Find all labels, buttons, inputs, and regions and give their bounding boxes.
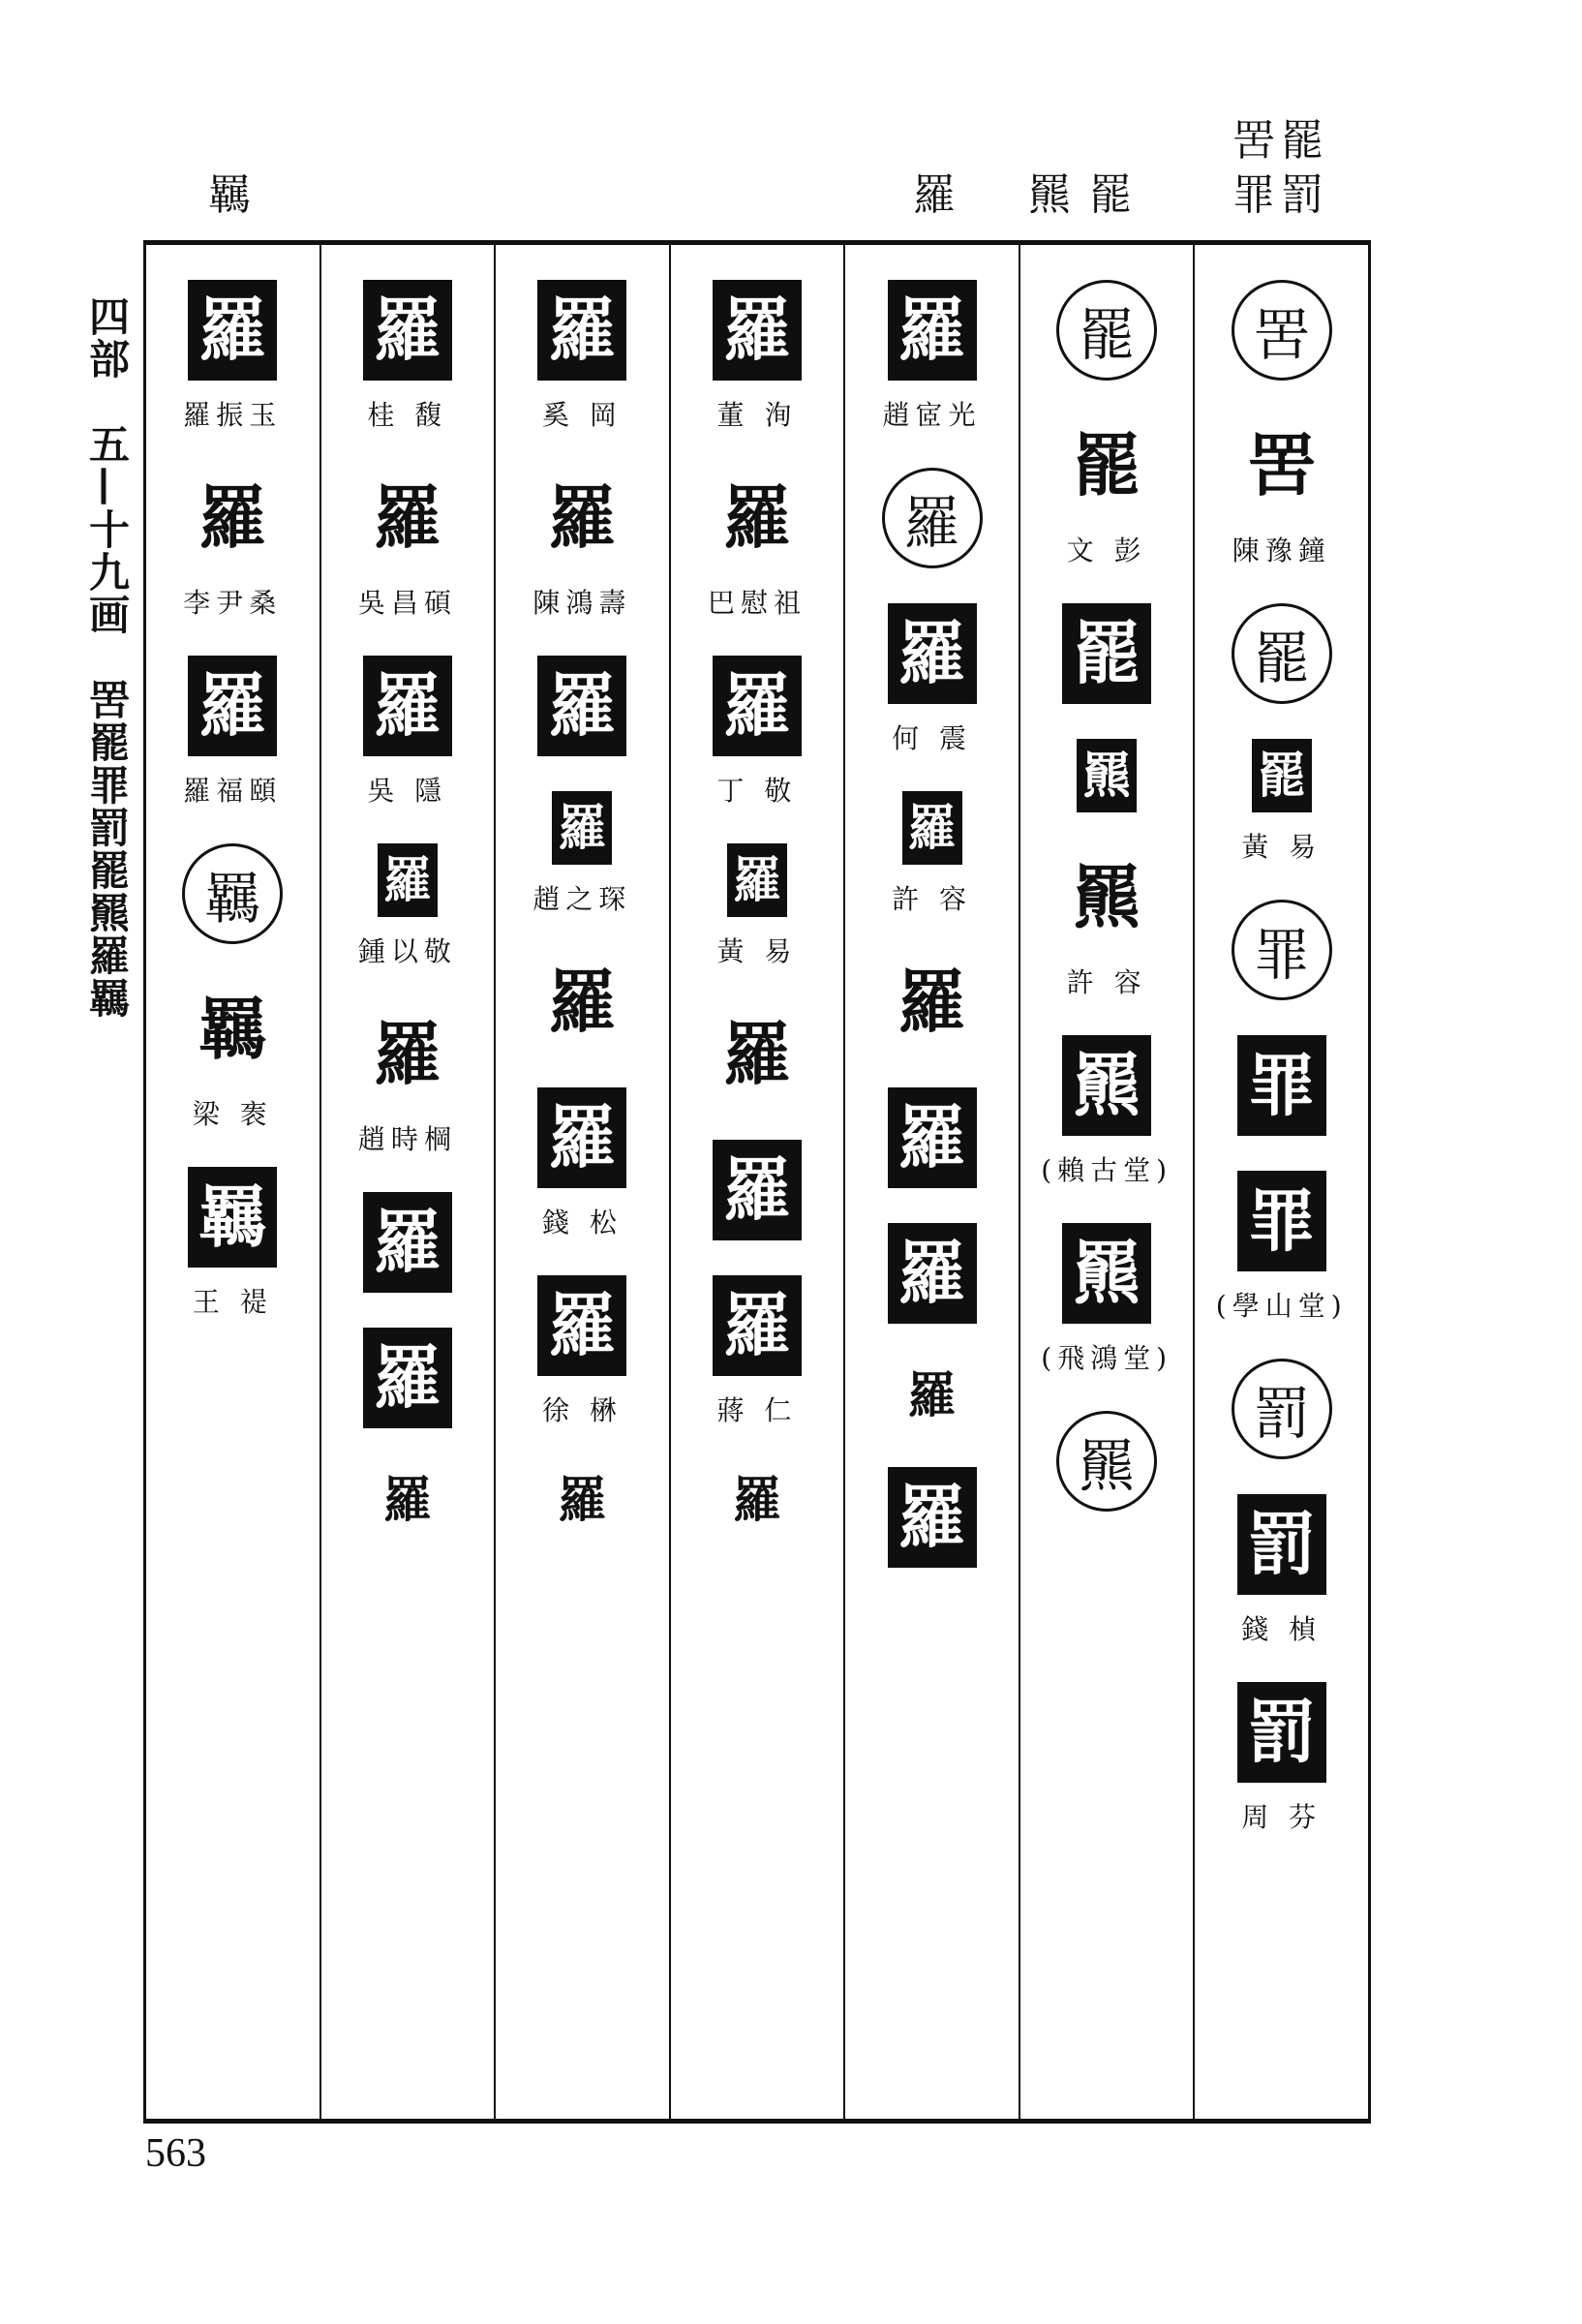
seal-item [717, 843, 798, 969]
circle-char: 罷 [1056, 280, 1157, 381]
seal-item [1237, 1494, 1326, 1647]
circle-char: 罰 [1232, 1359, 1332, 1459]
seal-item [902, 1359, 962, 1432]
seal-impression: 羅 [548, 477, 617, 558]
seal-caption: 周 芬 [1241, 1801, 1323, 1833]
seal-item [713, 1275, 802, 1428]
seal-item [888, 1087, 977, 1188]
seal-item [1241, 739, 1322, 865]
seal-item [713, 1004, 802, 1105]
seal-item [188, 1167, 277, 1320]
seal-caption: 趙之琛 [532, 883, 632, 915]
seal-item [532, 791, 631, 917]
seal-column [319, 245, 495, 2119]
seal-impression: 羅 [373, 1014, 441, 1094]
seal-impression: 羅 [537, 280, 626, 381]
seal-caption: 黃 易 [1241, 831, 1323, 863]
seal-item [1216, 1171, 1348, 1324]
seal-impression: 羅 [537, 1087, 626, 1188]
seal-table [143, 240, 1371, 2124]
side-caption: 四部 五—十九画 罟罷罪罰罷羆羅羈 [83, 295, 131, 1020]
seal-item [888, 952, 977, 1053]
seal-impression: 羅 [363, 1328, 452, 1428]
seal-impression: 羅 [382, 1471, 432, 1528]
seal-impression: 羅 [888, 1087, 977, 1188]
seal-impression: 羅 [713, 656, 802, 756]
seal-impression: 羅 [378, 843, 438, 917]
seal-impression: 羅 [907, 1366, 957, 1423]
seal-item [537, 656, 626, 756]
seal-impression: 羅 [888, 1223, 977, 1324]
seal-impression: 羅 [888, 1467, 977, 1568]
header-char: 罪 [1232, 170, 1275, 220]
seal-item [378, 1463, 438, 1537]
seal-item [888, 603, 977, 756]
seal-item [537, 1087, 626, 1240]
page-number: 563 [145, 2131, 206, 2176]
seal-impression: 羅 [727, 843, 787, 917]
seal-item [1041, 1223, 1172, 1376]
seal-caption: 何 震 [892, 722, 972, 754]
header-chars-5: 羈 [208, 170, 251, 220]
seal-item [358, 1004, 457, 1157]
seal-item [1237, 1682, 1326, 1835]
seal-impression: 羅 [537, 1275, 626, 1376]
seal-caption: (學山堂) [1215, 1290, 1348, 1322]
seal-item [363, 1328, 452, 1428]
seal-item [1237, 1035, 1326, 1136]
seal-impression: 罷 [1062, 603, 1151, 704]
seal-impression: 羅 [188, 280, 277, 381]
seal-item [358, 468, 457, 621]
seal-caption: 陳豫鐘 [1232, 535, 1331, 566]
seal-item [1232, 415, 1331, 568]
seal-caption: 巴慰祖 [707, 587, 806, 619]
seal-caption: 趙時棡 [357, 1123, 457, 1155]
seal-item [358, 843, 457, 969]
seal-caption: 趙宧光 [882, 399, 982, 431]
header-char: 罷 [1281, 116, 1323, 166]
header-chars-2: 罷 [1089, 170, 1132, 220]
seal-impression: 羅 [552, 791, 612, 865]
header-char: 罰 [1281, 170, 1323, 220]
seal-item [363, 280, 452, 433]
seal-item [1062, 415, 1151, 568]
seal-item [363, 1192, 452, 1293]
seal-impression: 罪 [1237, 1035, 1326, 1136]
seal-item [1062, 603, 1151, 704]
seal-caption: 錢 楨 [1241, 1613, 1323, 1645]
seal-caption: 奚 岡 [541, 399, 623, 431]
seal-item [713, 1140, 802, 1240]
seal-impression: 罷 [1073, 425, 1141, 505]
seal-item [892, 791, 972, 917]
seal-caption: 吳昌碩 [357, 587, 457, 619]
seal-caption: (賴古堂) [1041, 1154, 1173, 1186]
seal-column [1019, 245, 1194, 2119]
header-chars-4: 羅 [913, 170, 956, 220]
seal-item [1062, 847, 1151, 1000]
seal-caption: 董 洵 [716, 399, 798, 431]
seal-impression: 罷 [1252, 739, 1312, 812]
seal-item [183, 656, 282, 809]
seal-impression: 羆 [1062, 1035, 1151, 1136]
seal-impression: 羆 [1073, 857, 1141, 937]
seal-caption: 李尹桑 [183, 587, 283, 619]
seal-impression: 羅 [713, 1275, 802, 1376]
seal-impression: 羅 [713, 280, 802, 381]
seal-impression: 羆 [1062, 1223, 1151, 1324]
seal-item [363, 656, 452, 809]
seal-caption: 桂 馥 [367, 399, 448, 431]
seal-caption: 羅振玉 [183, 399, 283, 431]
seal-impression: 羅 [722, 1014, 791, 1094]
seal-item [888, 1467, 977, 1568]
seal-impression: 羅 [198, 477, 267, 558]
circle-char: 罟 [1232, 280, 1332, 381]
circle-char: 羆 [1056, 1411, 1157, 1512]
seal-impression: 罟 [1247, 425, 1316, 505]
seal-caption: 羅福頤 [183, 775, 283, 807]
seal-caption: (飛鴻堂) [1041, 1342, 1173, 1374]
seal-impression: 羅 [537, 656, 626, 756]
seal-caption: 陳鴻壽 [532, 587, 632, 619]
seal-item [537, 1275, 626, 1428]
seal-caption: 梁 袠 [192, 1098, 273, 1130]
seal-impression: 罰 [1237, 1682, 1326, 1783]
seal-impression: 羅 [363, 280, 452, 381]
seal-impression: 羅 [363, 656, 452, 756]
seal-caption: 鍾以敬 [357, 935, 457, 967]
seal-caption: 王 禔 [192, 1286, 273, 1318]
seal-impression: 羈 [188, 1167, 277, 1268]
seal-item [1077, 739, 1137, 812]
seal-caption: 黃 易 [716, 935, 798, 967]
seal-column [669, 245, 844, 2119]
seal-caption: 許 容 [1066, 966, 1147, 998]
seal-impression: 羅 [888, 280, 977, 381]
circle-char: 羈 [182, 843, 283, 944]
seal-caption: 蔣 仁 [716, 1394, 798, 1426]
seal-column [843, 245, 1019, 2119]
seal-impression: 羅 [722, 477, 791, 558]
seal-impression: 羅 [897, 962, 966, 1042]
header-chars-3: 羆 [1028, 170, 1071, 220]
seal-caption: 許 容 [892, 883, 972, 915]
seal-impression: 罰 [1237, 1494, 1326, 1595]
seal-column [146, 245, 319, 2119]
circle-char: 罷 [1232, 603, 1332, 704]
seal-item [537, 280, 626, 433]
seal-impression: 羅 [888, 603, 977, 704]
seal-column [1193, 245, 1368, 2119]
seal-impression: 羅 [558, 1471, 607, 1528]
seal-impression: 羅 [732, 1471, 781, 1528]
seal-impression: 羅 [373, 477, 441, 558]
seal-item [1041, 1035, 1172, 1188]
header-char: 罟 [1232, 116, 1275, 166]
seal-impression: 羆 [1077, 739, 1137, 812]
seal-impression: 羅 [548, 962, 617, 1042]
seal-item [888, 1223, 977, 1324]
seal-caption: 吳 隱 [367, 775, 448, 807]
seal-impression: 羅 [902, 791, 962, 865]
seal-item [713, 656, 802, 809]
seal-item [537, 952, 626, 1053]
seal-item [727, 1463, 787, 1537]
seal-item [708, 468, 806, 621]
seal-caption: 丁 敬 [716, 775, 798, 807]
seal-item [552, 1463, 612, 1537]
seal-item [188, 979, 277, 1132]
seal-impression: 羅 [188, 656, 277, 756]
seal-column [494, 245, 669, 2119]
header-chars-1 [1230, 114, 1326, 223]
seal-item [883, 280, 982, 433]
seal-impression: 羅 [713, 1140, 802, 1240]
seal-impression: 羈 [198, 989, 267, 1069]
seal-item [183, 280, 282, 433]
seal-caption: 文 彭 [1066, 535, 1147, 566]
seal-caption: 錢 松 [541, 1207, 623, 1238]
seal-caption: 徐 楙 [541, 1394, 623, 1426]
seal-impression: 罪 [1237, 1171, 1326, 1271]
circle-char: 罪 [1232, 900, 1332, 1000]
seal-item [183, 468, 282, 621]
seal-item [713, 280, 802, 433]
seal-item [532, 468, 631, 621]
circle-char: 羅 [882, 468, 983, 568]
seal-impression: 羅 [363, 1192, 452, 1293]
